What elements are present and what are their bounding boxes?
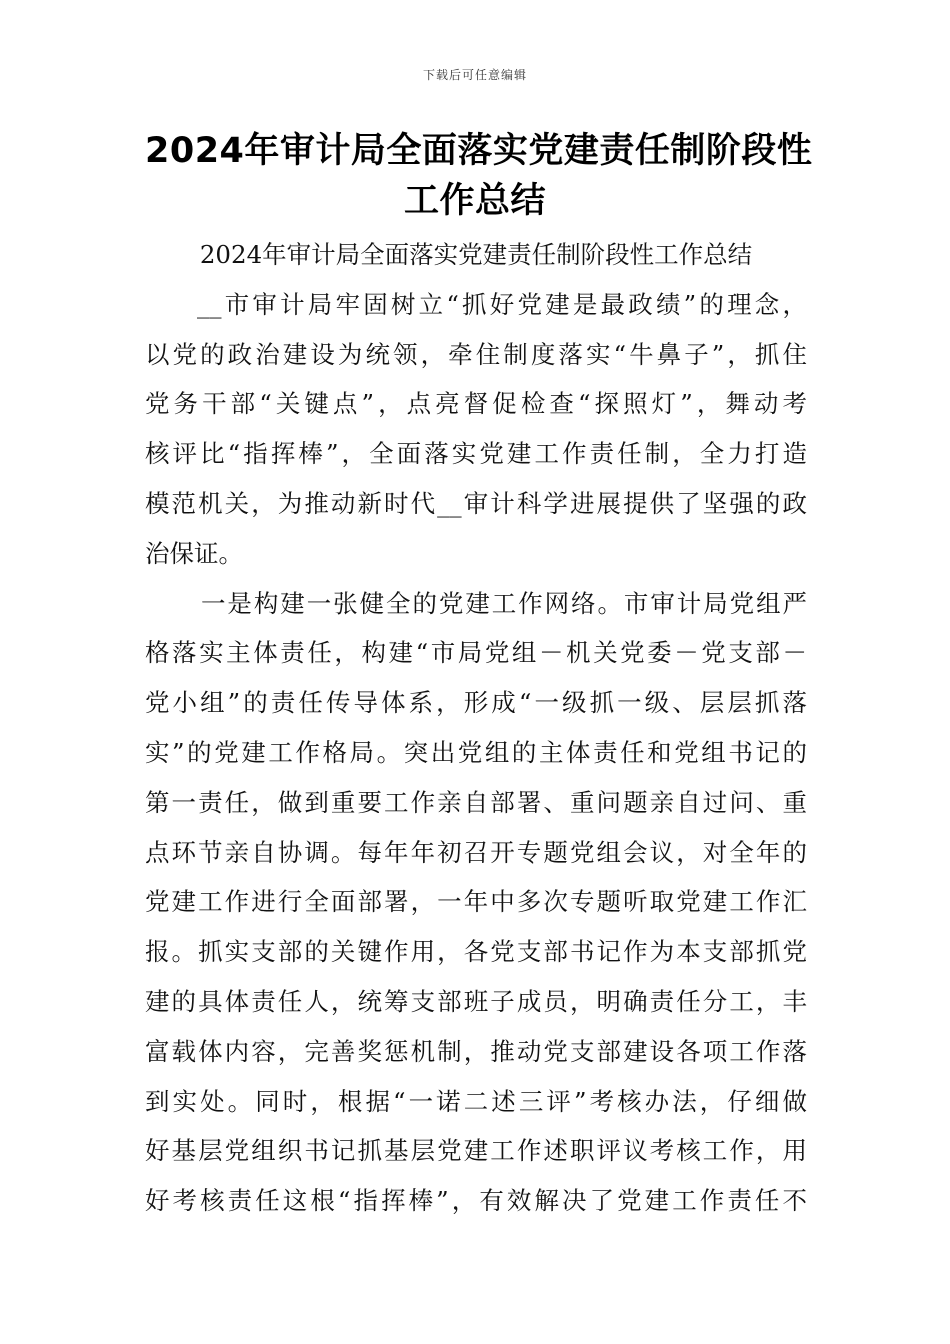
paragraph-2-line: 好基层党组织书记抓基层党建工作述职评议考核工作，用 (145, 1136, 807, 1166)
paragraph-2-line: 到实处。同时，根据“一诺二述三评”考核办法，仔细做 (145, 1086, 807, 1116)
title-line-1: 2024年审计局全面落实党建责任制阶段性 (145, 131, 813, 171)
paragraph-2-line: 好考核责任这根“指挥棒”，有效解决了党建工作责任不 (145, 1186, 807, 1216)
document-body (145, 230, 807, 1226)
paragraph-1-line: __市审计局牢固树立“抓好党建是最政绩”的理念， (197, 289, 807, 319)
paragraph-2-line: 党建工作进行全面部署，一年中多次专题听取党建工作汇 (145, 887, 807, 917)
paragraph-1-line: 治保证。 (145, 538, 243, 568)
paragraph-2-line: 点环节亲自协调。每年年初召开专题党组会议，对全年的 (145, 837, 807, 867)
paragraph-2 (145, 579, 807, 1226)
paragraph-1-line: 核评比“指挥棒”，全面落实党建工作责任制，全力打造 (145, 439, 807, 469)
paragraph-2-line: 实”的党建工作格局。突出党组的主体责任和党组书记的 (145, 737, 807, 767)
title-line-2: 工作总结 (403, 181, 546, 221)
paragraph-1-line: 党务干部“关键点”，点亮督促检查“探照灯”，舞动考 (145, 389, 807, 419)
paragraph-2-line: 一是构建一张健全的党建工作网络。市审计局党组严 (201, 588, 807, 618)
paragraph-2-line: 第一责任，做到重要工作亲自部署、重问题亲自过问、重 (145, 787, 807, 817)
header-note: 下载后可任意编辑 (422, 68, 527, 82)
paragraph-2-line: 党小组”的责任传导体系，形成“一级抓一级、层层抓落 (145, 688, 807, 718)
paragraph-2-line: 富载体内容，完善奖惩机制，推动党支部建设各项工作落 (145, 1036, 807, 1066)
paragraph-2-line: 格落实主体责任，构建“市局党组－机关党委－党支部－ (145, 638, 807, 668)
paragraph-1 (145, 280, 807, 579)
paragraph-2-line: 报。抓实支部的关键作用，各党支部书记作为本支部抓党 (145, 937, 807, 967)
paragraph-1-line: 模范机关，为推动新时代__审计科学进展提供了坚强的政 (145, 488, 807, 518)
paragraph-1-line: 以党的政治建设为统领，牵住制度落实“牛鼻子”，抓住 (145, 339, 807, 369)
document-title (145, 126, 813, 226)
paragraph-2-line: 建的具体责任人，统筹支部班子成员，明确责任分工，丰 (145, 986, 807, 1016)
document-subtitle: 2024年审计局全面落实党建责任制阶段性工作总结 (199, 240, 753, 269)
